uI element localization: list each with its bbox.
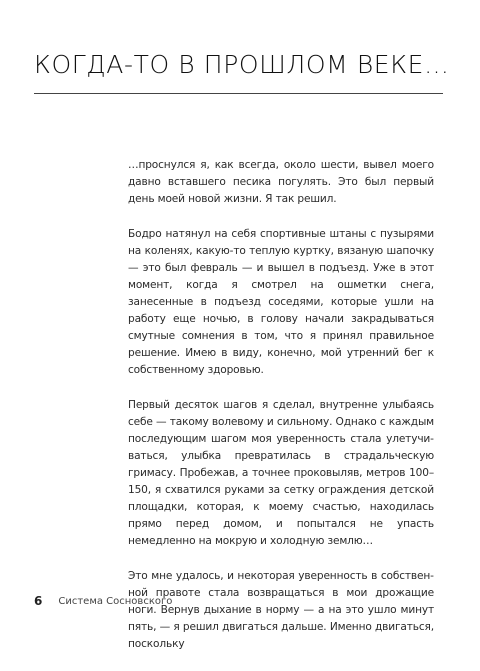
body-text	[128, 157, 434, 671]
title-divider	[34, 93, 443, 94]
book-title: Система Сосновского	[58, 595, 173, 607]
chapter-title: КОГДА-ТО В ПРОШЛОМ ВЕКЕ…	[34, 50, 450, 79]
paragraph-4: Это мне удалось, и некоторая уверенность в собственной правоте стала возвращаться в мои дрожащие ноги. Вернув дыхание в норму — а на это ушло минут пять, — я решил двигаться дальше. Именно двигаться, поскольку	[128, 570, 434, 650]
paragraph-1: …проснулся я, как всегда, около шести, вывел моего давно вставшего песика погулять. Это был первый день моей новой жизни. Я так решил.	[128, 159, 434, 205]
page-number: 6	[34, 594, 43, 608]
page-footer	[34, 593, 172, 609]
paragraph-2: Бодро натянул на себя спортивные штаны с пузырями на коленях, какую-то теплую куртку, вязаную шапочку — это был февраль — и вышел в подъезд. Уже в этот момент, когда я смотрел на ошметки снега, занесенные в подъезд соседями, которые ушли на работу еще ночью, в голову начали закрадываться смутные сомнения в том, что я принял правильное решение. Имею в виду, конечно, мой утренний бег к собственному здоровью.	[128, 228, 434, 376]
paragraph-3: Первый десяток шагов я сделал, внутренне улыбаясь себе — такому волевому и сильному. Однако с каждым последующим шагом моя уверенность стала улетучиваться, улыбка превратилась в страдальческую гримасу. Пробежав, а точнее проковыляв, метров 100–150, я схватился руками за сетку ограждения детской площадки, которая, к моему счастью, находилась прямо перед домом, и попытался не упасть немедленно на мокрую и холодную землю…	[128, 399, 434, 547]
